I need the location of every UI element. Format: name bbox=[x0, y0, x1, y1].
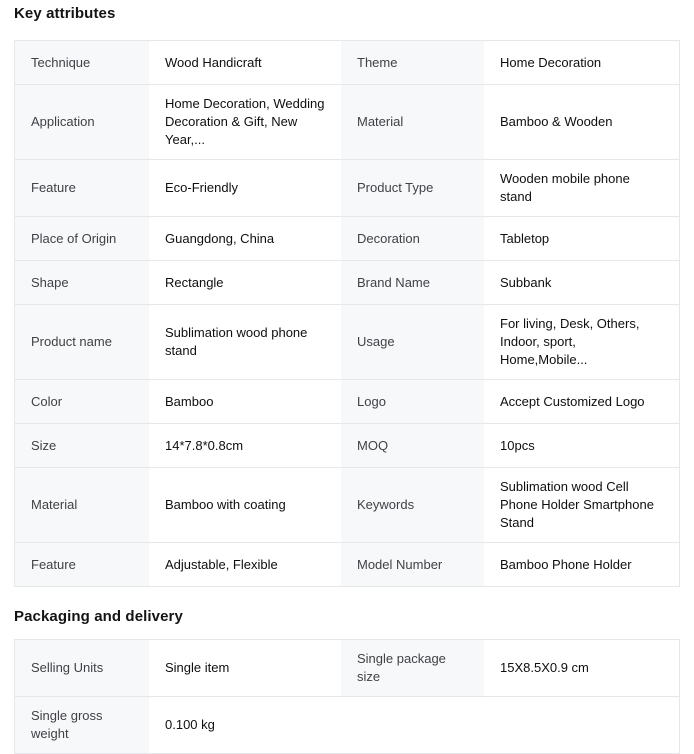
attribute-value: Sublimation wood phone stand bbox=[149, 305, 341, 379]
attribute-label: Logo bbox=[341, 380, 484, 423]
attribute-value: Wooden mobile phone stand bbox=[484, 160, 679, 216]
packaging-delivery-title: Packaging and delivery bbox=[14, 608, 183, 625]
table-row bbox=[15, 84, 679, 159]
table-row bbox=[15, 542, 679, 586]
attribute-value: Accept Customized Logo bbox=[484, 380, 679, 423]
table-row bbox=[15, 41, 679, 84]
attribute-value: Home Decoration, Wedding Decoration & Gift, New Year,... bbox=[149, 85, 341, 159]
attribute-value: Sublimation wood Cell Phone Holder Smartphone Stand bbox=[484, 468, 679, 542]
attribute-value: Subbank bbox=[484, 261, 679, 304]
attribute-label: Material bbox=[341, 85, 484, 159]
attribute-value: For living, Desk, Others, Indoor, sport, Home,Mobile... bbox=[484, 305, 679, 379]
attribute-value: 15X8.5X0.9 cm bbox=[484, 640, 679, 696]
attribute-label: MOQ bbox=[341, 424, 484, 467]
table-row bbox=[15, 423, 679, 467]
attribute-value: Rectangle bbox=[149, 261, 341, 304]
attribute-value: Guangdong, China bbox=[149, 217, 341, 260]
attribute-label: Product Type bbox=[341, 160, 484, 216]
attribute-label: Single package size bbox=[341, 640, 484, 696]
attribute-label: Shape bbox=[15, 261, 149, 304]
attribute-label: Color bbox=[15, 380, 149, 423]
attribute-value: Bamboo & Wooden bbox=[484, 85, 679, 159]
key-attributes-title: Key attributes bbox=[14, 5, 116, 22]
attribute-value: Single item bbox=[149, 640, 341, 696]
attribute-value: 14*7.8*0.8cm bbox=[149, 424, 341, 467]
table-row bbox=[15, 467, 679, 542]
empty-cell bbox=[341, 697, 679, 753]
table-row bbox=[15, 379, 679, 423]
attribute-label: Theme bbox=[341, 41, 484, 84]
table-row bbox=[15, 696, 679, 753]
table-row bbox=[15, 216, 679, 260]
attribute-label: Selling Units bbox=[15, 640, 149, 696]
attribute-value: Adjustable, Flexible bbox=[149, 543, 341, 586]
attribute-label: Place of Origin bbox=[15, 217, 149, 260]
attribute-value: Bamboo bbox=[149, 380, 341, 423]
table-row bbox=[15, 304, 679, 379]
attribute-label: Usage bbox=[341, 305, 484, 379]
attribute-value: Bamboo Phone Holder bbox=[484, 543, 679, 586]
attribute-value: 10pcs bbox=[484, 424, 679, 467]
packaging-delivery-table bbox=[14, 639, 680, 754]
attribute-value: Wood Handicraft bbox=[149, 41, 341, 84]
attribute-label: Material bbox=[15, 468, 149, 542]
table-row bbox=[15, 640, 679, 696]
attribute-label: Single gross weight bbox=[15, 697, 149, 753]
attribute-label: Model Number bbox=[341, 543, 484, 586]
attribute-label: Product name bbox=[15, 305, 149, 379]
attribute-label: Size bbox=[15, 424, 149, 467]
attribute-label: Application bbox=[15, 85, 149, 159]
attribute-label: Feature bbox=[15, 160, 149, 216]
table-row bbox=[15, 260, 679, 304]
table-row bbox=[15, 159, 679, 216]
attribute-value: 0.100 kg bbox=[149, 697, 341, 753]
attribute-value: Eco-Friendly bbox=[149, 160, 341, 216]
key-attributes-table bbox=[14, 40, 680, 587]
attribute-label: Decoration bbox=[341, 217, 484, 260]
attribute-value: Home Decoration bbox=[484, 41, 679, 84]
attribute-label: Technique bbox=[15, 41, 149, 84]
attribute-value: Bamboo with coating bbox=[149, 468, 341, 542]
attribute-label: Brand Name bbox=[341, 261, 484, 304]
attribute-value: Tabletop bbox=[484, 217, 679, 260]
attribute-label: Feature bbox=[15, 543, 149, 586]
attribute-label: Keywords bbox=[341, 468, 484, 542]
